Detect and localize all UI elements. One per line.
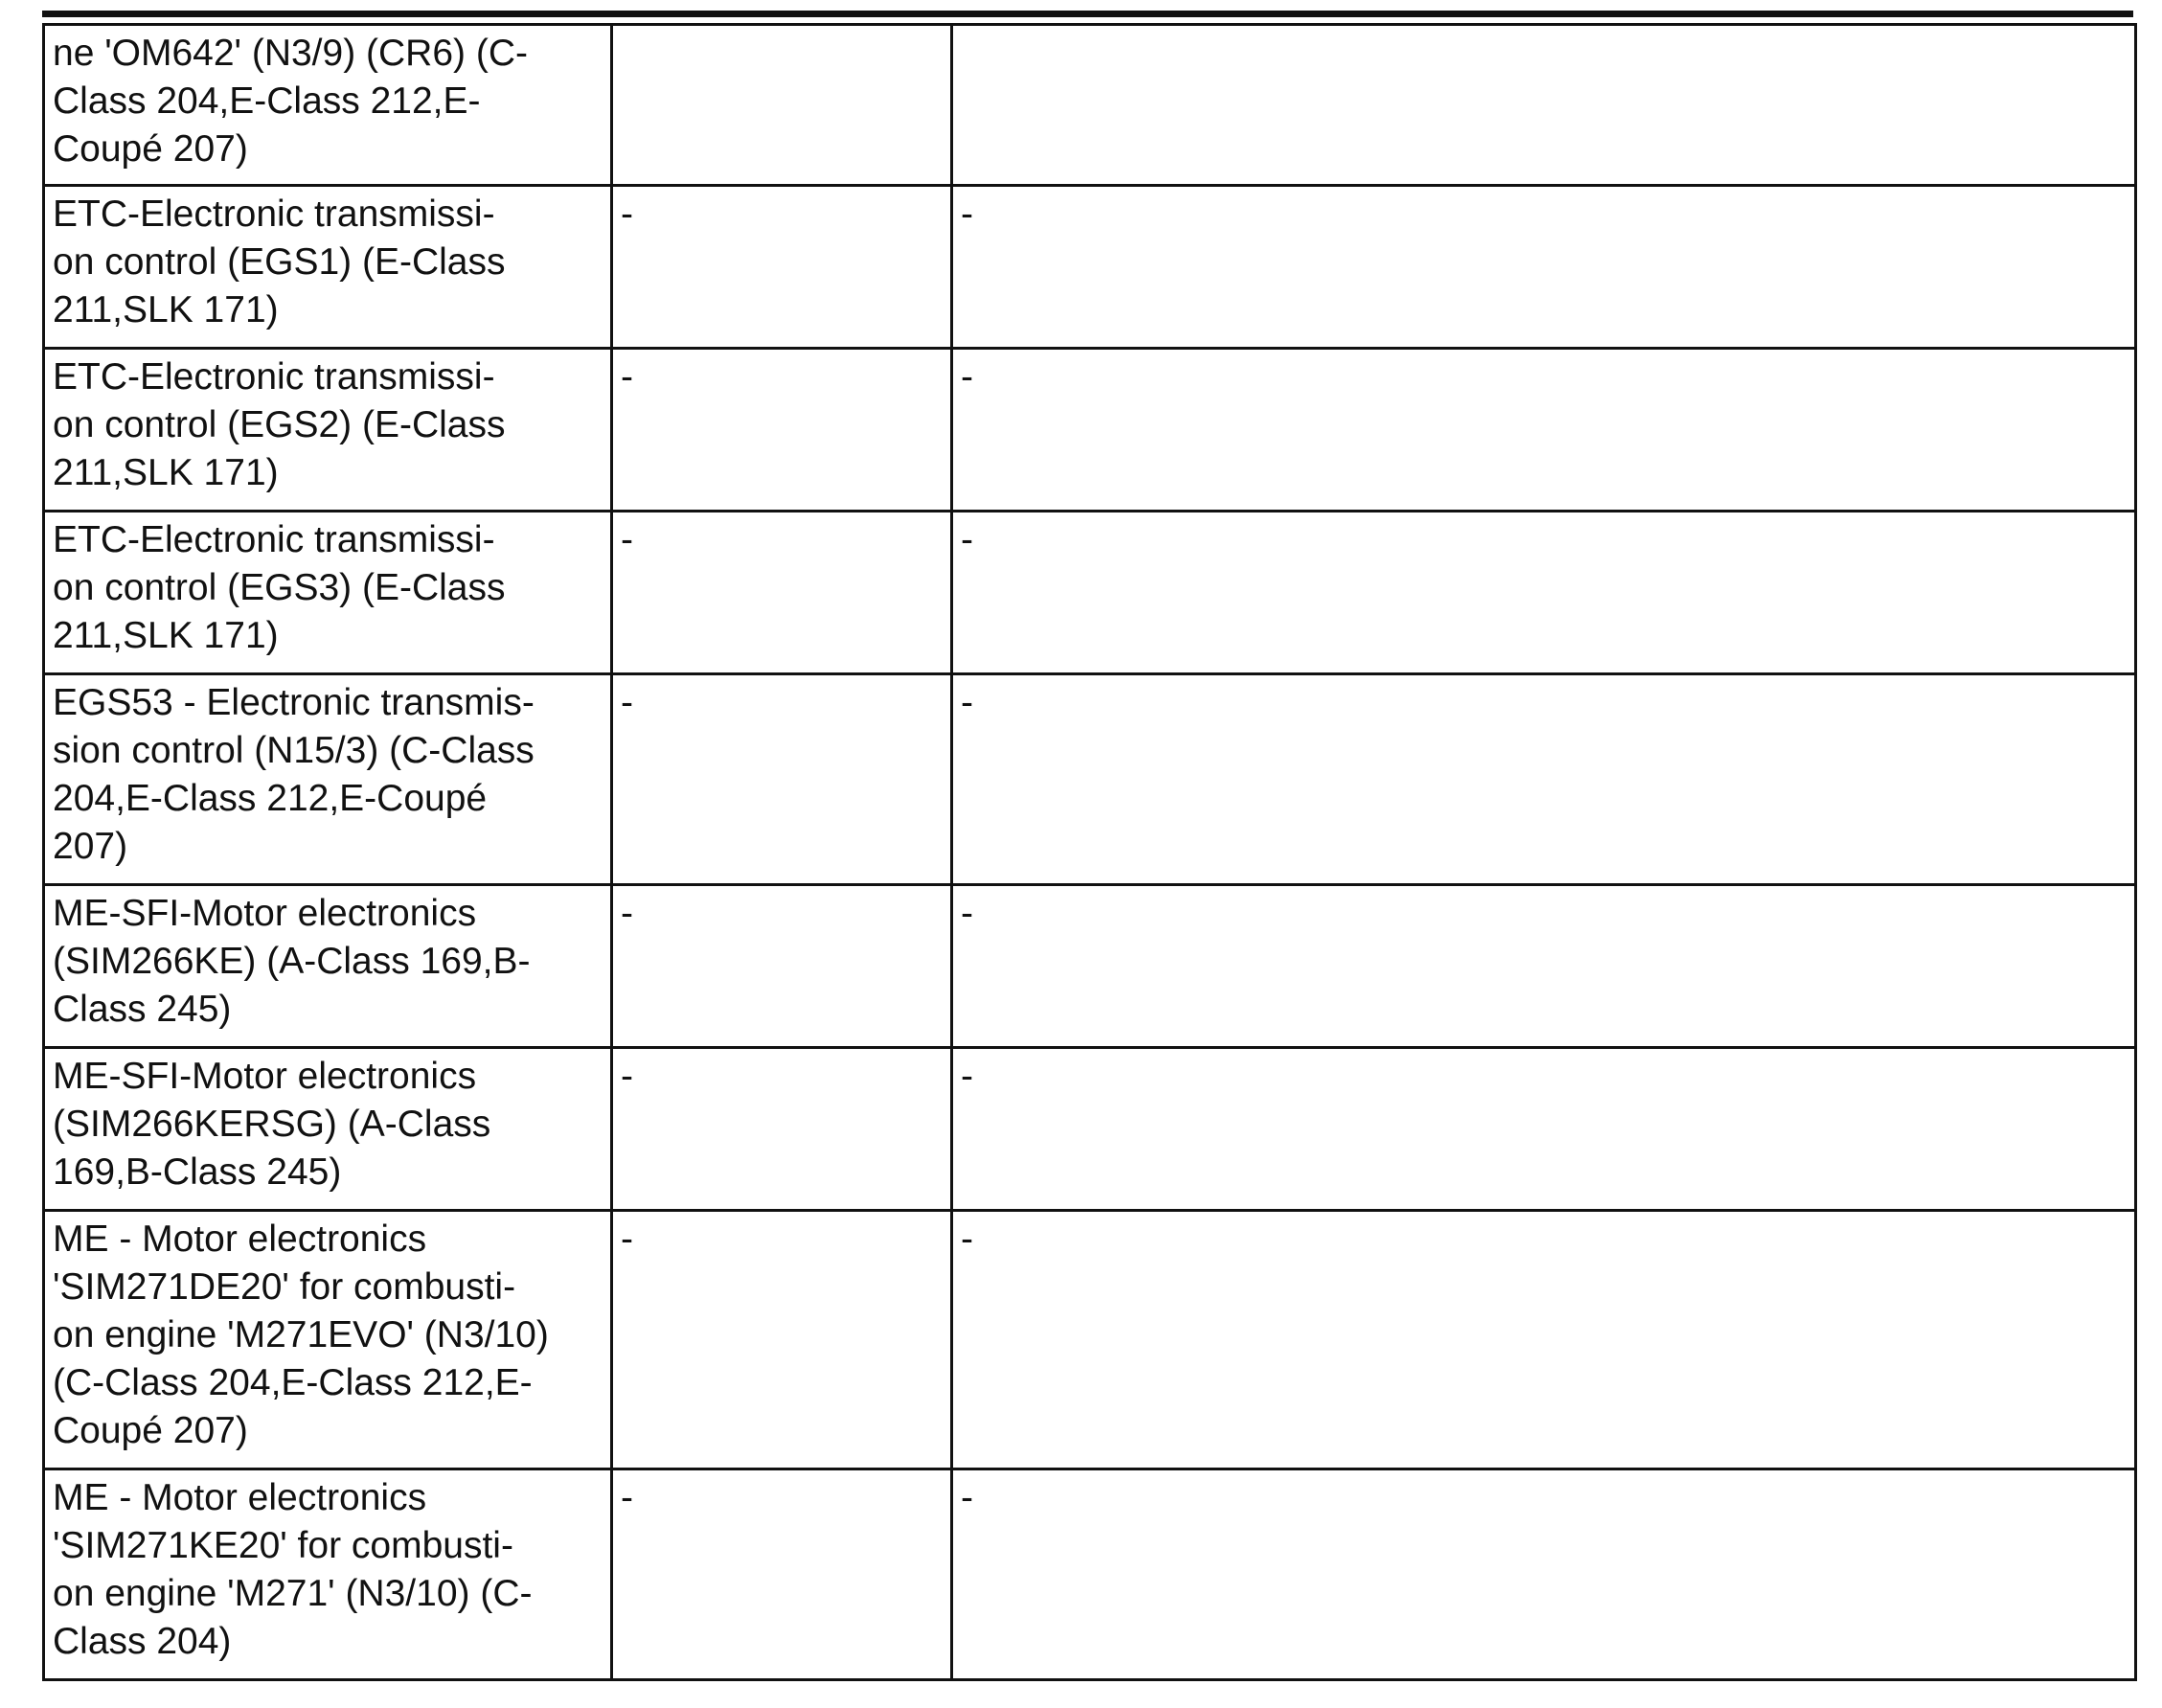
cell-col3: - xyxy=(952,512,2136,674)
cell-col2 xyxy=(612,25,952,186)
cell-col3: - xyxy=(952,349,2136,512)
table-row xyxy=(44,25,2136,186)
table-row xyxy=(44,674,2136,885)
control-unit-table xyxy=(42,23,2137,1681)
cell-col3: - xyxy=(952,885,2136,1048)
cell-control-unit: ETC-Electronic transmissi- on control (EGS1) (E-Class 211,SLK 171) xyxy=(44,186,612,349)
cell-col3: - xyxy=(952,674,2136,885)
cell-col2: - xyxy=(612,674,952,885)
cell-col2: - xyxy=(612,1048,952,1211)
table-row xyxy=(44,186,2136,349)
cell-col2: - xyxy=(612,186,952,349)
cell-control-unit: ME-SFI-Motor electronics (SIM266KERSG) (A-Class 169,B-Class 245) xyxy=(44,1048,612,1211)
cell-control-unit: ME-SFI-Motor electronics (SIM266KE) (A-Class 169,B- Class 245) xyxy=(44,885,612,1048)
cell-col3: - xyxy=(952,1469,2136,1680)
cell-control-unit: EGS53 - Electronic transmis- sion control (N15/3) (C-Class 204,E-Class 212,E-Coupé 207) xyxy=(44,674,612,885)
top-rule xyxy=(42,11,2133,17)
cell-col3 xyxy=(952,25,2136,186)
table-row xyxy=(44,512,2136,674)
cell-col3: - xyxy=(952,1211,2136,1469)
table-row xyxy=(44,885,2136,1048)
table-row xyxy=(44,1048,2136,1211)
cell-col2: - xyxy=(612,512,952,674)
cell-col2: - xyxy=(612,349,952,512)
cell-control-unit: ME - Motor electronics 'SIM271DE20' for combusti- on engine 'M271EVO' (N3/10) (C-Class 204,E-Class 212,E- Coupé 207) xyxy=(44,1211,612,1469)
cell-col2: - xyxy=(612,885,952,1048)
table-row xyxy=(44,349,2136,512)
cell-col3: - xyxy=(952,1048,2136,1211)
cell-control-unit: ETC-Electronic transmissi- on control (EGS3) (E-Class 211,SLK 171) xyxy=(44,512,612,674)
cell-col3: - xyxy=(952,186,2136,349)
cell-control-unit: ME - Motor electronics 'SIM271KE20' for combusti- on engine 'M271' (N3/10) (C- Class 204) xyxy=(44,1469,612,1680)
cell-col2: - xyxy=(612,1211,952,1469)
cell-control-unit: ETC-Electronic transmissi- on control (EGS2) (E-Class 211,SLK 171) xyxy=(44,349,612,512)
cell-control-unit: ne 'OM642' (N3/9) (CR6) (C- Class 204,E-Class 212,E- Coupé 207) xyxy=(44,25,612,186)
table-row xyxy=(44,1211,2136,1469)
cell-col2: - xyxy=(612,1469,952,1680)
table-row xyxy=(44,1469,2136,1680)
